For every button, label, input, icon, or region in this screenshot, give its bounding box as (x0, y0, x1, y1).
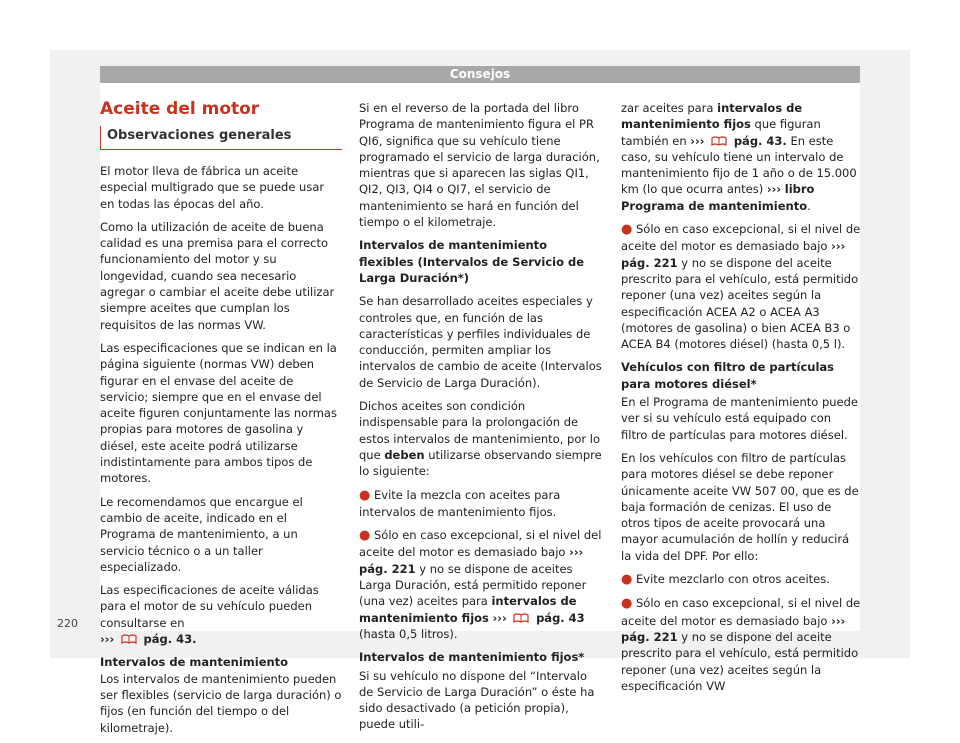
paragraph: En el Programa de mantenimiento puede ver si su vehículo está equipado con filtro de partículas para motores diésel. (621, 395, 858, 442)
bullet-text: Sólo en caso excepcional, si el nivel del aceite del motor es demasiado bajo (359, 528, 602, 560)
bullet-icon: ● (359, 528, 371, 544)
paragraph-text: Las especificaciones de aceite válidas para el motor de su vehículo pueden consultarse en (100, 583, 319, 630)
book-reference: libro Programa de mantenimiento (621, 182, 815, 213)
bullet-icon: ● (359, 487, 371, 503)
paragraph: zar aceites para intervalos de mantenimiento fijos que figuran también en ››› pág. 43. En este caso, su vehículo tiene un intervalo de mantenimiento fijo de 1 año o de 15.000 km (lo que ocurra antes) ››› libro Programa de mantenimiento. (621, 101, 857, 213)
reference-arrow: ››› (569, 545, 584, 560)
column-3 (621, 100, 861, 701)
bullet-item (621, 595, 861, 694)
paragraph-with-reference (100, 582, 342, 647)
emphasis-text: intervalos de mantenimiento fijos (359, 594, 577, 625)
bullet-text: y no se dispone del aceite prescrito para el vehículo, está permitido reponer (una vez) aceites según la especificación VW (621, 629, 859, 693)
paragraph: Se han desarrollado aceites especiales y controles que, en función de las características y perfiles individuales de conducción, permiten ampliar los intervalos de cambio de aceite (Intervalos de Servicio de Larga Duración). (359, 294, 602, 390)
page-reference-link[interactable]: pág. 221 (359, 561, 416, 576)
page-reference-link[interactable]: pág. 221 (621, 629, 678, 644)
section-heading: Intervalos de mantenimiento fijos* (359, 650, 585, 665)
paragraph-text: zar aceites para (621, 101, 714, 115)
bullet-icon: ● (621, 222, 633, 238)
paragraph: Los intervalos de mantenimiento pueden ser flexibles (servicio de larga duración) o fijos (en función del tiempo o del kilometraje). (100, 671, 342, 735)
reference-arrow: ››› (831, 239, 846, 254)
section-heading: Vehículos con filtro de partículas para motores diésel* (621, 360, 835, 391)
bullet-text: y no se dispone de aceites Larga Duración, está permitido reponer (una vez) aceites para (359, 561, 587, 609)
paragraph: El motor lleva de fábrica un aceite especial multigrado que se puede usar en todas las épocas del año. (100, 164, 325, 211)
bullet-text: (hasta 0,5 litros). (359, 626, 458, 641)
bullet-text: Sólo en caso excepcional, si el nivel de aceite del motor es demasiado bajo (621, 596, 861, 628)
reference-arrow: ››› (766, 182, 782, 197)
bullet-text: Evite la mezcla con aceites para intervalos de mantenimiento fijos. (359, 487, 561, 519)
book-icon (512, 612, 530, 624)
emphasis-text: deben (384, 447, 425, 462)
reference-arrow: ››› (100, 632, 115, 647)
page-reference-link[interactable]: pág. 221 (621, 255, 678, 270)
section-header: Consejos (100, 66, 860, 83)
reference-arrow: ››› (492, 610, 507, 625)
page-reference-link[interactable]: pág. 43. (143, 632, 197, 647)
reference-arrow: ››› (690, 133, 705, 148)
paragraph: Como la utilización de aceite de buena calidad es una premisa para el correcto funcionamiento del motor y su longevidad, cuando sea necesario agregar o cambiar el aceite debe utilizar siempre aceites que cumplan los requisitos de las normas VW. (100, 219, 335, 332)
bullet-text: Evite mezclarlo con otros aceites. (636, 572, 830, 587)
emphasis-text: intervalos de mantenimiento fijos (621, 101, 803, 132)
book-icon (710, 135, 728, 147)
subtitle-block (100, 126, 342, 150)
bullet-item (621, 571, 861, 588)
page-reference-link[interactable]: pág. 43. (733, 133, 787, 148)
paragraph-text: Dichos aceites son condición indispensable para la prolongación de estos intervalos de mantenimiento, por lo que (359, 399, 600, 462)
paragraph-text: En este caso, su vehículo tiene un intervalo de mantenimiento fijo de 1 año o de 15.000 km (lo que ocurra antes) (621, 133, 857, 197)
page-number: 220 (57, 617, 78, 630)
page-subtitle: Observaciones generales (107, 128, 292, 143)
column-2 (359, 100, 602, 740)
bullet-icon: ● (621, 596, 633, 612)
section-heading: Intervalos de mantenimiento flexibles (Intervalos de Servicio de Larga Duración*) (359, 238, 585, 285)
bullet-item (621, 221, 861, 352)
paragraph (359, 398, 602, 479)
page-reference-link[interactable]: pág. 43 (536, 610, 585, 625)
bullet-item (359, 487, 602, 521)
column-1 (100, 98, 342, 743)
paragraph: Le recomendamos que encargue el cambio de aceite, indicado en el Programa de mantenimiento, a un servicio técnico o a un taller especializado. (100, 494, 303, 574)
paragraph: Si su vehículo no dispone del “Intervalo de Servicio de Larga Duración” o éste ha sido desactivado (a petición propia), puede utili- (359, 668, 595, 732)
book-icon (120, 633, 138, 645)
paragraph: Las especificaciones que se indican en la página siguiente (normas VW) deben figurar en el envase del aceite de servicio; siempre que en el envase del aceite figuren conjuntamente las normas propias para motores de gasolina y diésel, este aceite podrá utilizarse indistintamente para ambos tipos de motores. (100, 340, 337, 486)
reference-arrow: ››› (831, 613, 846, 628)
bullet-item (359, 527, 602, 642)
bullet-icon: ● (621, 572, 633, 588)
paragraph: Si en el reverso de la portada del libro Programa de mantenimiento figura el PR QI6, significa que su vehículo tiene programado el servicio de larga duración, mientras que si aparecen las siglas QI1, QI2, QI3, QI4 o QI7, el servicio de mantenimiento se hará en función del tiempo o el kilometraje. (359, 101, 600, 230)
bullet-text: Sólo en caso excepcional, si el nivel de aceite del motor es demasiado bajo (621, 222, 861, 254)
section-heading: Intervalos de mantenimiento (100, 655, 289, 670)
page-title: Aceite del motor (100, 99, 260, 119)
paragraph-text: utilizarse observando siempre lo siguiente: (359, 447, 602, 479)
paragraph: En los vehículos con filtro de partículas para motores diésel se debe reponer únicamente aceite VW 507 00, que es de baja formación de cenizas. El uso de otros tipos de aceite provocará una mayor acumulación de hollín y reducirá la vida del DPF. Por ello: (621, 450, 859, 563)
paragraph-text: que figuran también en (621, 117, 821, 148)
bullet-text: y no se dispone del aceite prescrito para el vehículo, está permitido reponer (una vez) aceites según la especificación ACEA A2 o ACEA A3 (motores de gasolina) o bien ACEA B3 o ACEA B4 (motores diésel) (hasta 0,5 l). (621, 255, 859, 352)
